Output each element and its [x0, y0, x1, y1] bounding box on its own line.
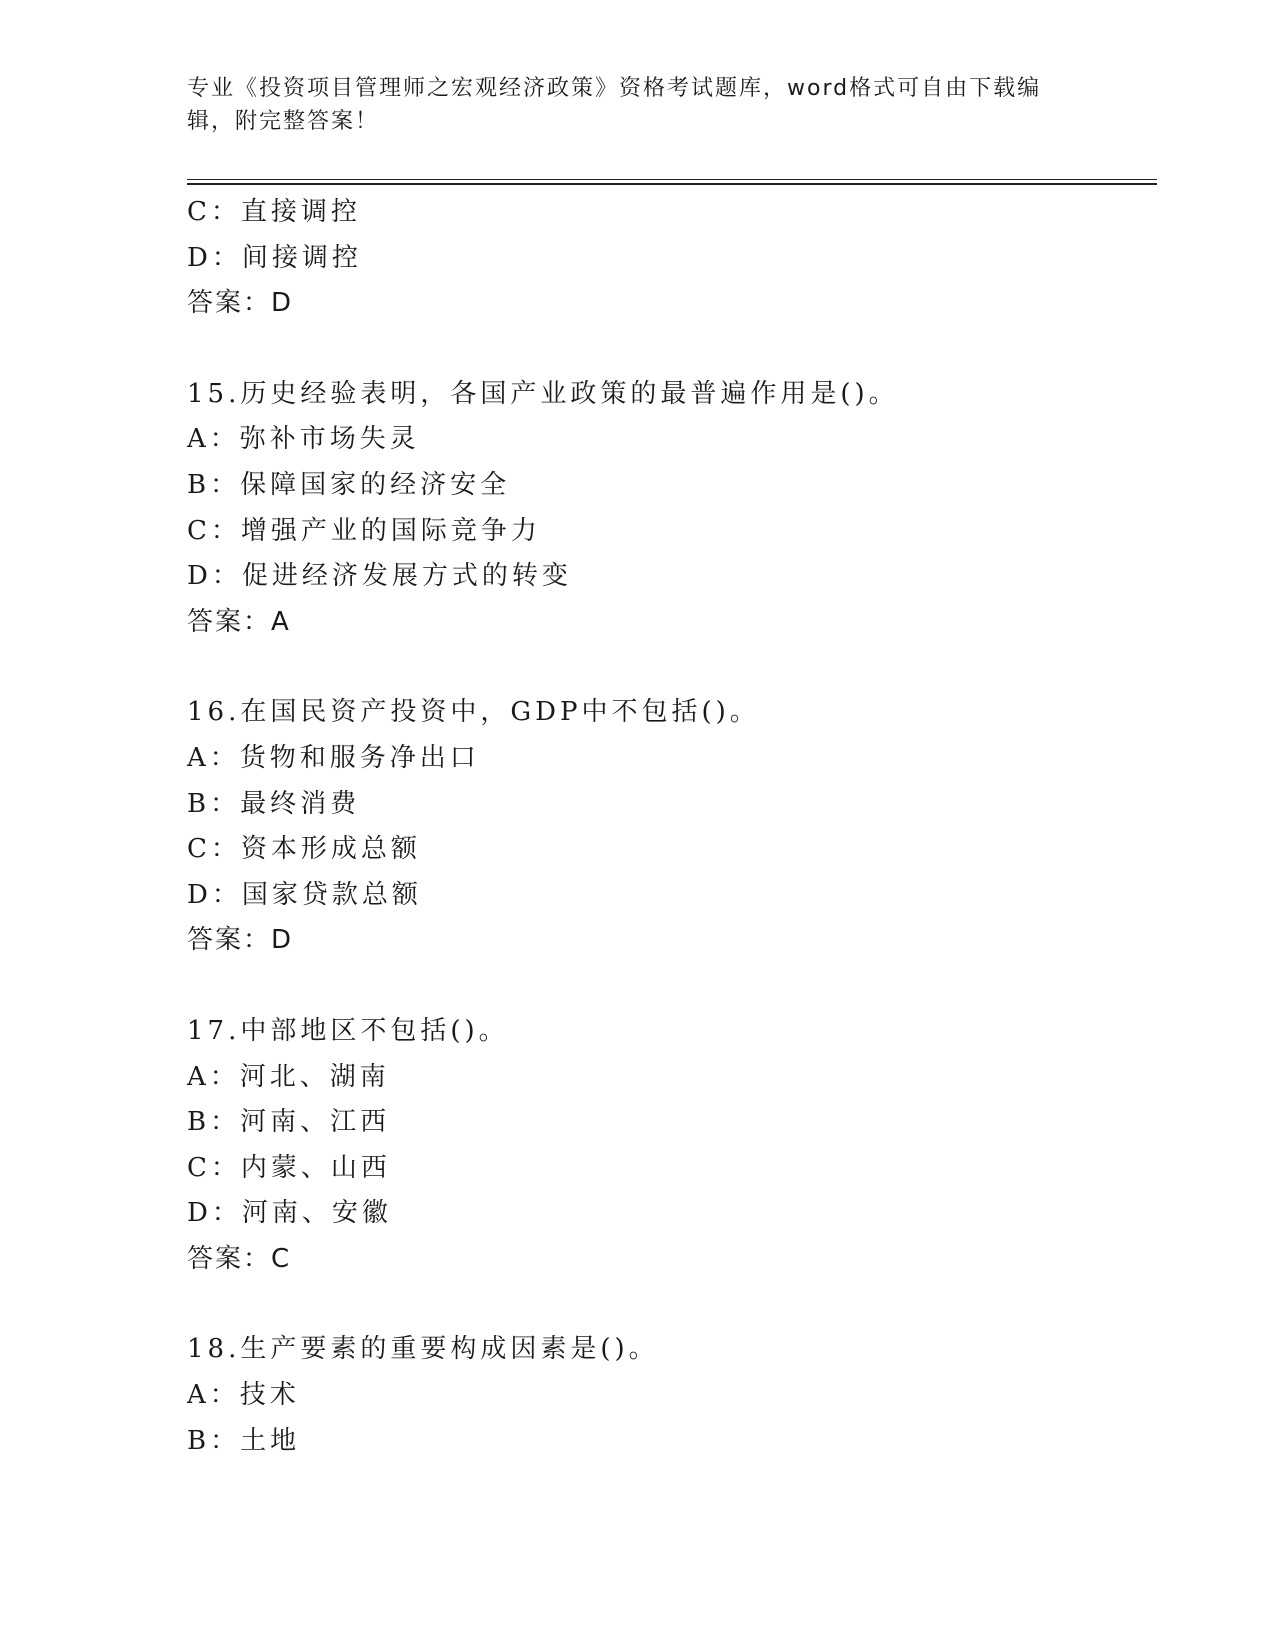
header-divider-top — [187, 179, 1157, 180]
header-title-line-1: 专业《投资项目管理师之宏观经济政策》资格考试题库，word格式可自由下载编 — [187, 76, 1042, 101]
answer: 答案：D — [187, 288, 294, 319]
document-header — [187, 72, 1067, 138]
option-a: A：河北、湖南 — [187, 1061, 390, 1092]
option-a: A：技术 — [187, 1380, 300, 1411]
option-c: C：增强产业的国际竞争力 — [187, 515, 541, 546]
option-c: C：资本形成总额 — [187, 834, 421, 865]
option-d: D：促进经济发展方式的转变 — [187, 561, 572, 592]
option-a: A：弥补市场失灵 — [187, 424, 420, 455]
answer: 答案：C — [187, 1243, 292, 1274]
option-c: C：直接调控 — [187, 197, 361, 227]
option-b: B：土地 — [187, 1425, 301, 1456]
spacer — [187, 327, 1157, 372]
option-d: D：间接调控 — [187, 242, 362, 273]
header-title-line-2: 辑，附完整答案！ — [187, 109, 380, 134]
option-b: B：保障国家的经济安全 — [187, 469, 511, 500]
header-divider-bottom — [187, 183, 1157, 185]
question-stem: 15.历史经验表明，各国产业政策的最普遍作用是()。 — [187, 378, 899, 409]
option-a: A：货物和服务净出口 — [187, 742, 480, 773]
option-b: B：河南、江西 — [187, 1107, 391, 1138]
question-stem: 18.生产要素的重要构成因素是()。 — [187, 1334, 659, 1365]
answer: 答案：A — [187, 606, 291, 637]
spacer — [187, 1282, 1157, 1327]
answer: 答案：D — [187, 925, 294, 956]
spacer — [187, 964, 1157, 1009]
option-b: B：最终消费 — [187, 788, 361, 819]
option-c: C：内蒙、山西 — [187, 1152, 391, 1183]
question-stem: 17.中部地区不包括()。 — [187, 1015, 509, 1046]
option-d: D：国家贷款总额 — [187, 879, 422, 910]
spacer — [187, 645, 1157, 690]
question-list — [187, 190, 1157, 1464]
option-d: D：河南、安徽 — [187, 1198, 392, 1229]
question-stem: 16.在国民资产投资中，GDP中不包括()。 — [187, 697, 760, 728]
